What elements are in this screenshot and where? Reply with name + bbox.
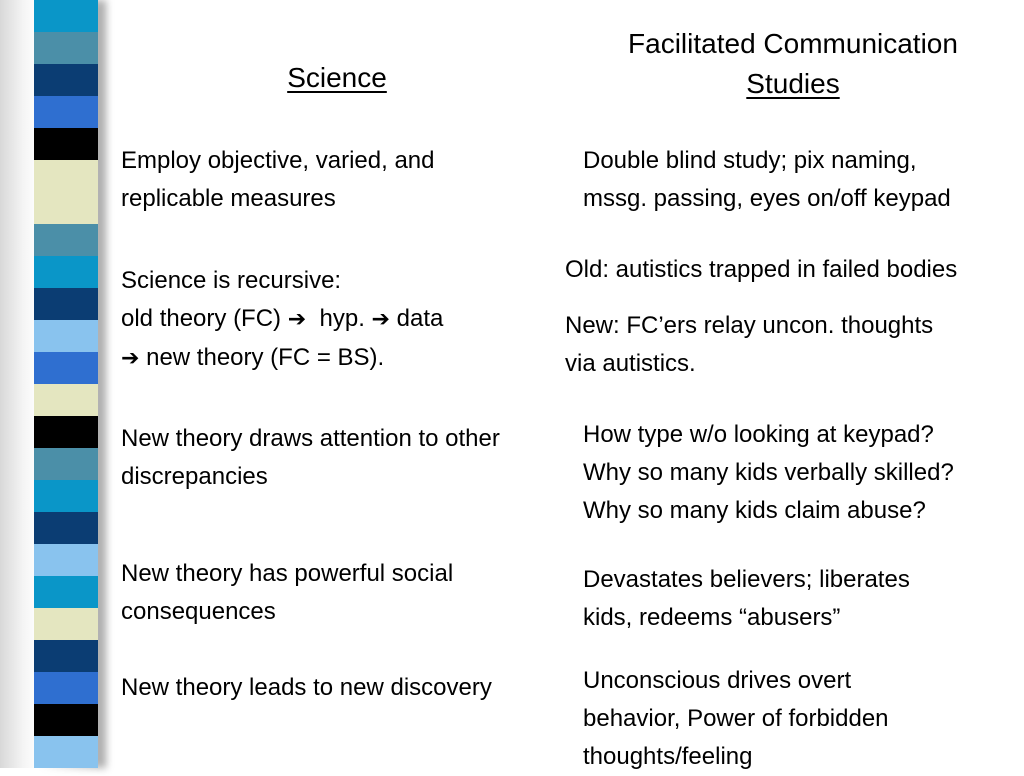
stripe-segment xyxy=(34,576,98,608)
stripe-segment xyxy=(34,192,98,224)
stripe-segment xyxy=(34,96,98,128)
arrow-icon: ➔ xyxy=(371,307,390,332)
text-line: thoughts/feeling xyxy=(583,743,753,770)
fc-point-consequences xyxy=(583,561,910,637)
science-point-recursive xyxy=(121,262,443,378)
science-column-title: Science xyxy=(287,62,387,93)
stripe-segment xyxy=(34,448,98,480)
fc-title-line1: Facilitated Communication xyxy=(628,28,958,59)
stripe-segment xyxy=(34,512,98,544)
stripe-segment xyxy=(34,480,98,512)
stripe-segment xyxy=(34,672,98,704)
text-line: Science is recursive: xyxy=(121,267,342,294)
stripe-segment xyxy=(34,320,98,352)
text-line: Old: autistics trapped in failed bodies xyxy=(565,256,958,283)
science-point-measures xyxy=(121,142,435,218)
text-line: Why so many kids verbally skilled? xyxy=(583,459,954,486)
science-point-consequences xyxy=(121,555,453,631)
fc-point-discovery xyxy=(583,662,889,776)
fc-studies-column-title xyxy=(603,24,983,104)
fc-point-double-blind xyxy=(583,142,951,218)
recursive-result-line xyxy=(121,339,443,378)
science-point-discrepancies xyxy=(121,420,500,496)
text-line: Employ objective, varied, and xyxy=(121,147,435,174)
stripe-segment xyxy=(34,0,98,32)
text-line: consequences xyxy=(121,598,276,625)
stripe-segment xyxy=(34,736,98,768)
text-line: New theory draws attention to other xyxy=(121,425,500,452)
text-fragment: hyp. xyxy=(319,305,365,332)
text-line: New theory leads to new discovery xyxy=(121,674,492,701)
fc-title-line2: Studies xyxy=(746,68,840,99)
text-line: How type w/o looking at keypad? xyxy=(583,421,934,448)
text-line: mssg. passing, eyes on/off keypad xyxy=(583,185,951,212)
text-line: behavior, Power of forbidden xyxy=(583,705,889,732)
science-point-discovery xyxy=(121,669,492,707)
text-fragment: old theory (FC) xyxy=(121,305,282,332)
text-line: Double blind study; pix naming, xyxy=(583,147,917,174)
arrow-icon: ➔ xyxy=(121,346,140,371)
text-line: New: FC’ers relay uncon. thoughts xyxy=(565,312,934,339)
slide-edge-shadow xyxy=(0,0,38,768)
arrow-icon: ➔ xyxy=(287,307,307,332)
stripe-segment xyxy=(34,608,98,640)
stripe-segment xyxy=(34,288,98,320)
stripe-segment xyxy=(34,544,98,576)
text-fragment: new theory (FC = BS). xyxy=(146,344,385,371)
stripe-segment xyxy=(34,224,98,256)
text-line: New theory has powerful social xyxy=(121,560,454,587)
text-line: via autistics. xyxy=(565,350,696,377)
stripe-segment xyxy=(34,704,98,736)
text-line: Devastates believers; liberates xyxy=(583,566,910,593)
stripe-segment xyxy=(34,256,98,288)
text-fragment: data xyxy=(396,305,444,332)
fc-point-new-theory xyxy=(565,307,933,383)
stripe-segment xyxy=(34,64,98,96)
fc-point-discrepancies xyxy=(583,416,954,530)
text-line: Unconscious drives overt xyxy=(583,667,852,694)
stripe-segment xyxy=(34,384,98,416)
stripe-segment xyxy=(34,416,98,448)
recursive-chain-line xyxy=(121,300,443,339)
stripe-segment xyxy=(34,160,98,192)
stripe-segment xyxy=(34,128,98,160)
text-line: Why so many kids claim abuse? xyxy=(583,497,926,524)
text-line: replicable measures xyxy=(121,185,336,212)
stripe-segment xyxy=(34,640,98,672)
decorative-stripe-bar xyxy=(34,0,98,768)
fc-point-old-theory xyxy=(565,251,957,289)
text-line: discrepancies xyxy=(121,463,268,490)
stripe-segment xyxy=(34,32,98,64)
text-line: kids, redeems “abusers” xyxy=(583,604,841,631)
stripe-segment xyxy=(34,352,98,384)
